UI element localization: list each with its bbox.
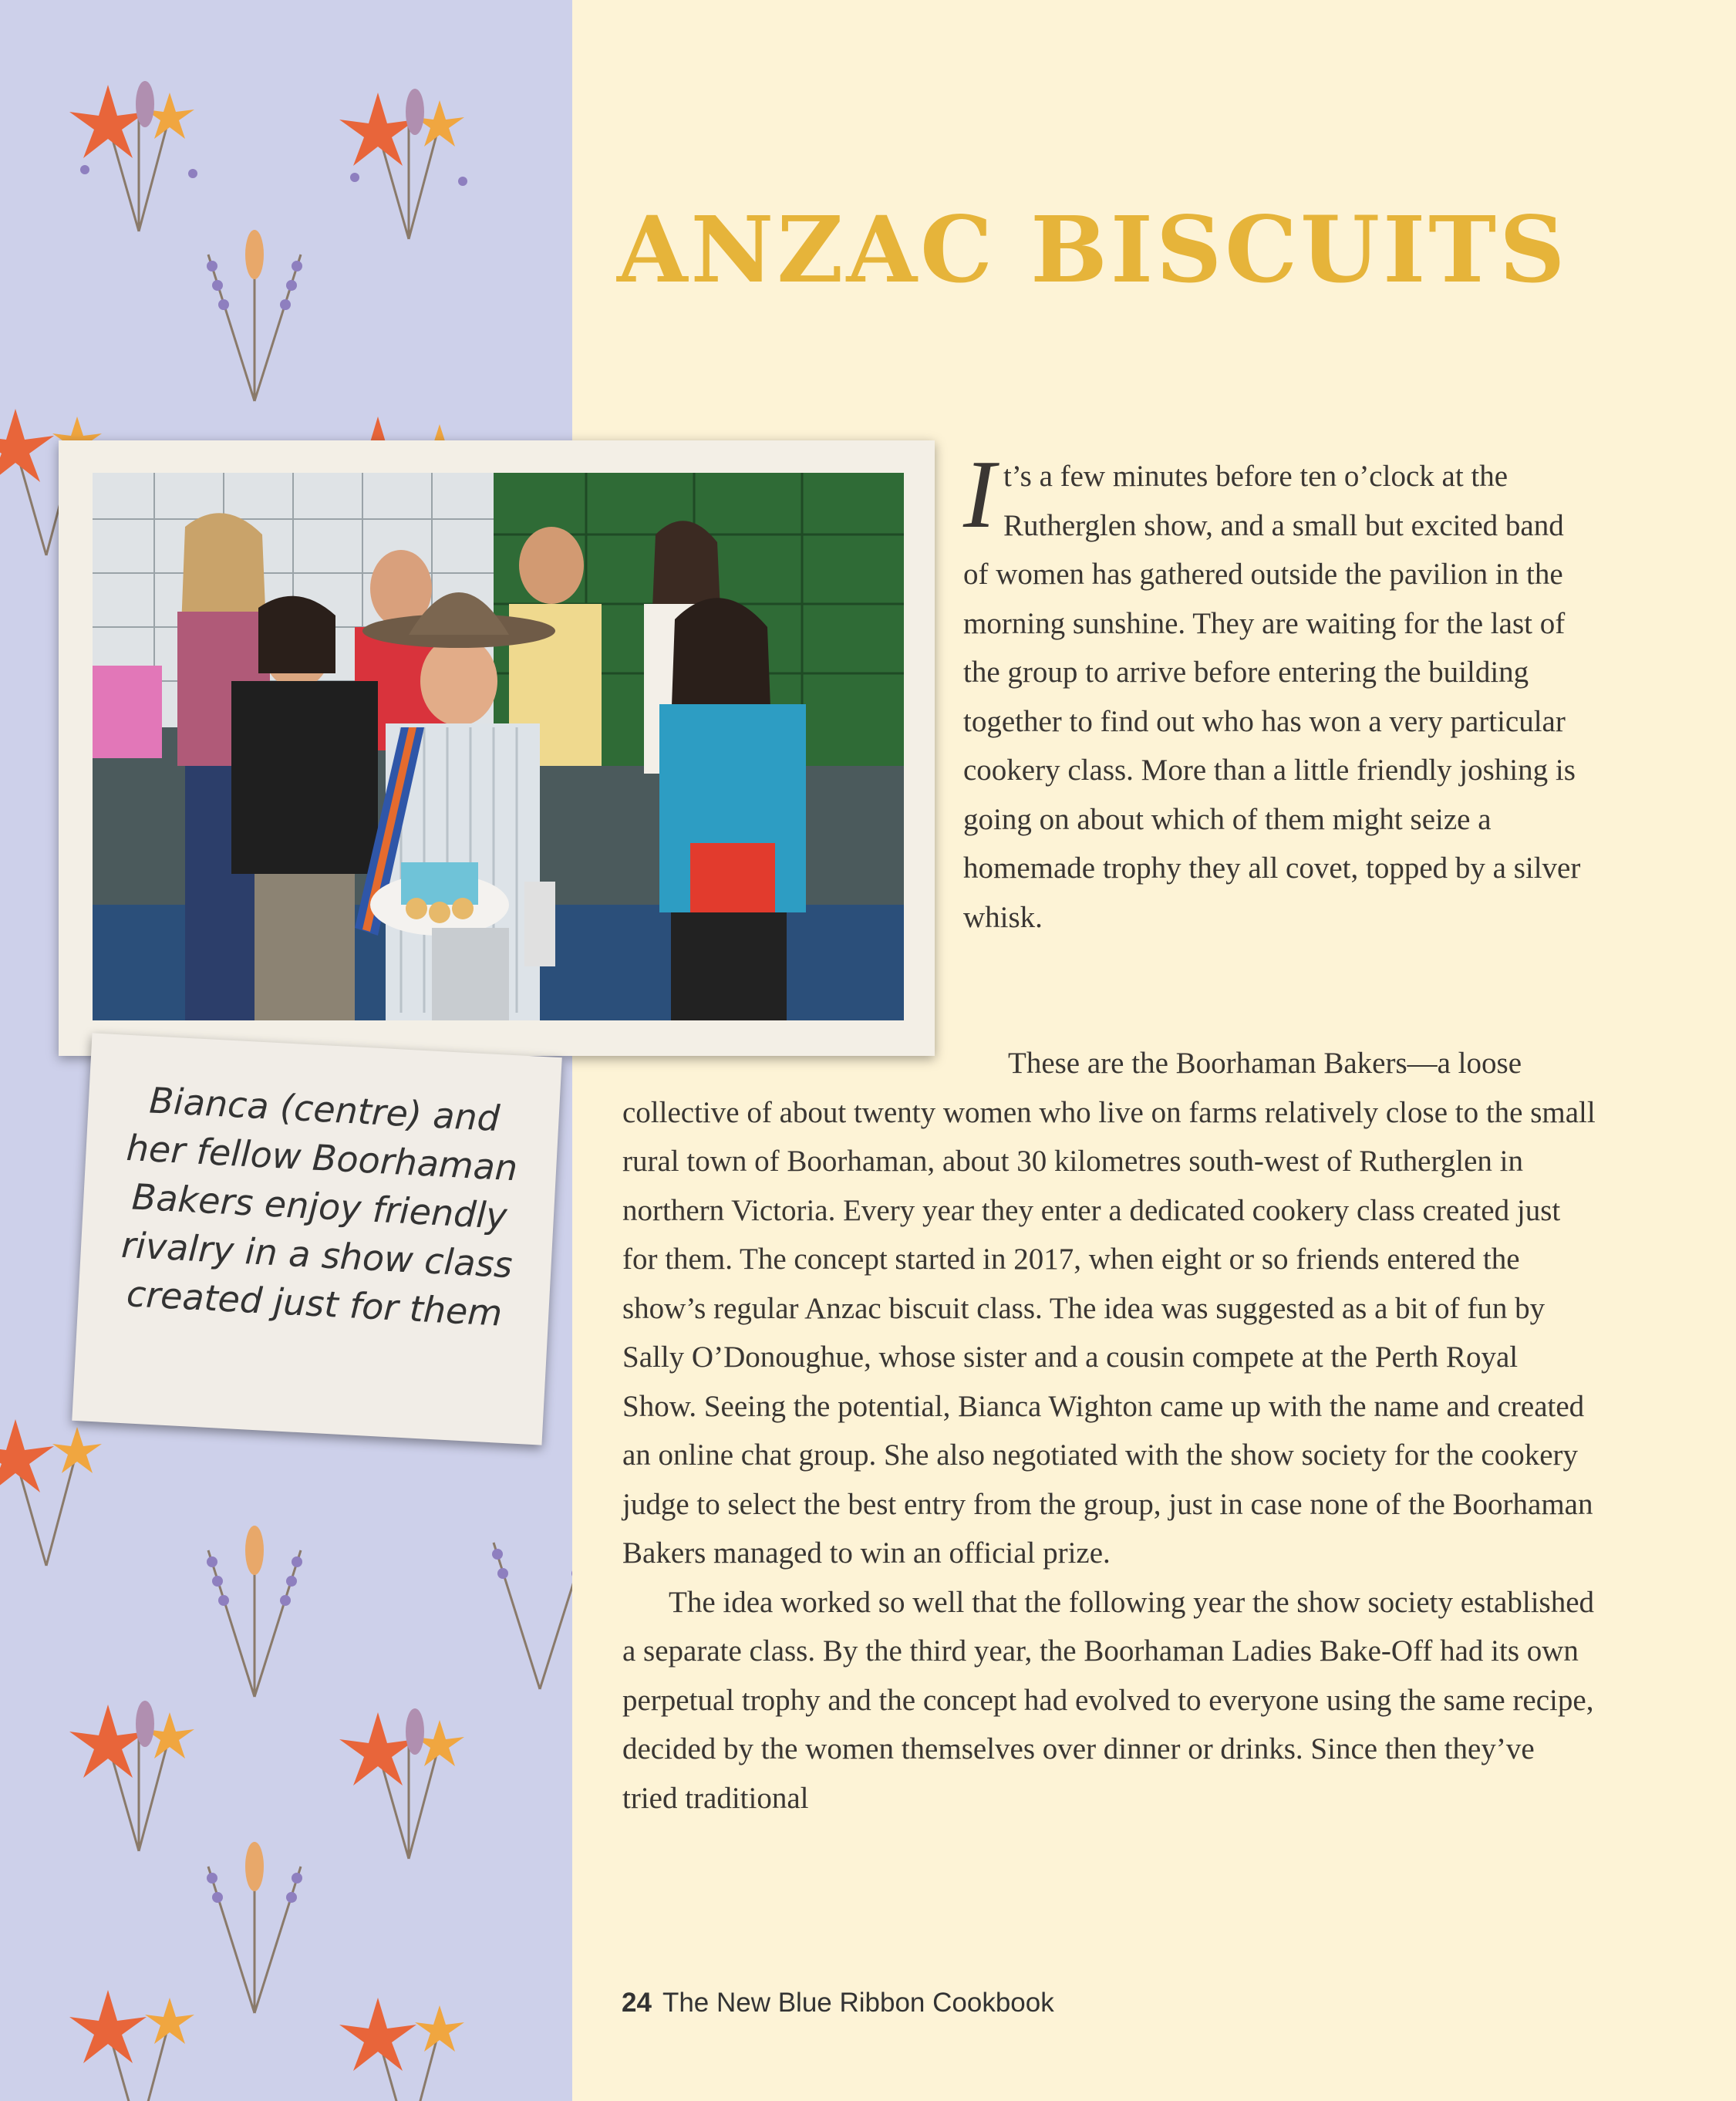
lavender-sprig-icon (177, 208, 332, 409)
page-title: ANZAC BISCUITS (617, 196, 1569, 303)
group-photo (93, 473, 904, 1020)
paragraph: These are the Boorhaman Bakers—a loose collective of about twenty women who live on farms relatively close to the small rural town of Boorhaman, about 30 kilometres south-west of Rutherglen in northern Victoria. Every year they enter a dedicated cookery class created just for them. The concept started in 2017, when eight or so friends entered the show’s regular Anzac biscuit class. The idea was suggested as a bit of fun by Sally O’Donoughue, whose sister and a cousin compete at the Perth Royal Show. Seeing the potential, Bianca Wighton came up with the name and created an online chat group. She also negotiated with the show society for the cookery judge to select the best entry from the group, just in case none of the Boorhaman Bakers managed to win an official prize. (622, 1047, 1596, 1570)
book-title: The New Blue Ribbon Cookbook (662, 1988, 1054, 2018)
flower-bouquet-icon (332, 1666, 486, 1867)
paragraph: The idea worked so well that the following year the show society established a separate class. By the third year, the Boorhaman Ladies Bake-Off had its own perpetual trophy and the concept had evolved to everyone using the same recipe, decided by the women themselves over dinner or drinks. Since then they’ve tried traditional (622, 1585, 1595, 1815)
photo-caption-card (72, 1033, 561, 1445)
page-footer (622, 1988, 1054, 2018)
flower-bouquet-icon (62, 1944, 216, 2101)
group-photo-illustration (93, 473, 904, 1020)
flower-bouquet-icon (332, 46, 486, 247)
intro-paragraph (963, 441, 1596, 942)
flower-bouquet-icon (332, 1951, 486, 2101)
photo-caption: Bianca (centre) and her fellow Boorhaman Bakers enjoy friendly rivalry in a show class created just for them (120, 1079, 519, 1334)
photo-frame (59, 440, 935, 1056)
page-number: 24 (622, 1988, 652, 2018)
intro-text: t’s a few minutes before ten o’clock at the Rutherglen show, and a small but excited band of women has gathered outside the pavilion in the morning sunshine. They are waiting for the last of the group to arrive before entering the building together to find out who has won a very particular cookery class. More than a little friendly joshing is going on about which of them might seize a homemade trophy they all covet, topped by a silver whisk. (963, 460, 1581, 934)
main-text (622, 1039, 1596, 1823)
drop-cap: I (963, 441, 996, 548)
